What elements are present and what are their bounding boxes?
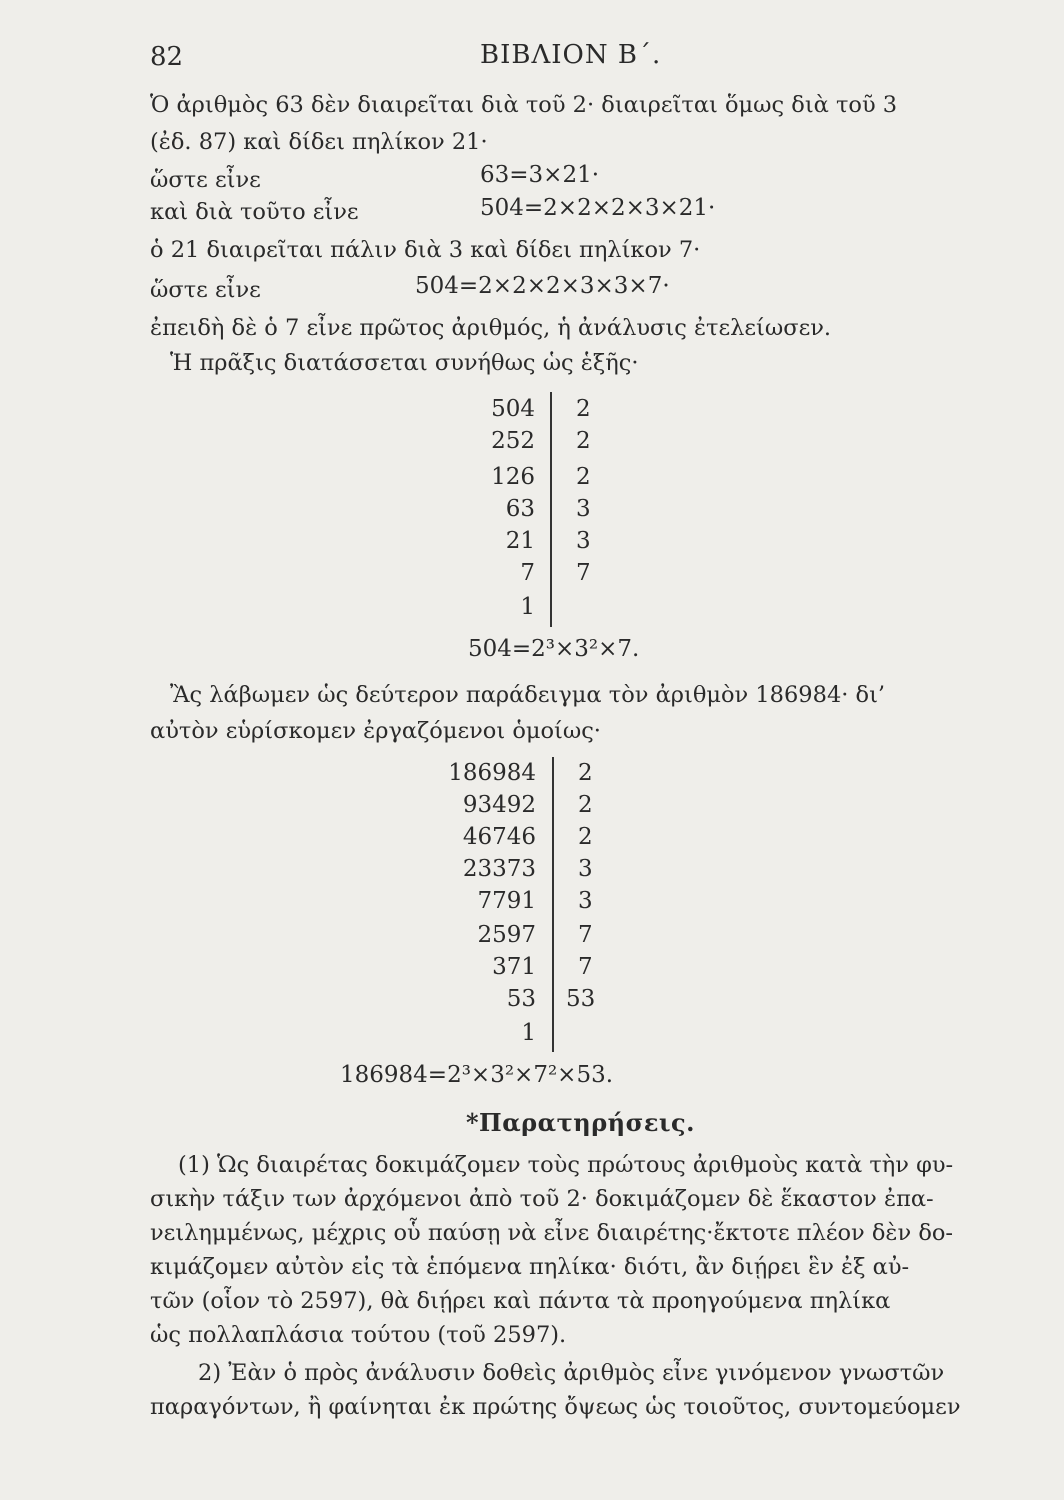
text-line: ἐπειδὴ δὲ ὁ 7 εἶνε πρῶτος ἀριθμός, ἡ ἀνάλυσις ἐτελείωσεν. xyxy=(150,315,832,341)
factor: 3 xyxy=(578,888,593,914)
factor: 2 xyxy=(576,464,591,490)
dividend: 504 xyxy=(491,396,535,422)
dividend: 7791 xyxy=(477,888,536,914)
factor: 7 xyxy=(578,922,593,948)
running-title: ΒΙΒΛΙΟΝ Β΄. xyxy=(480,40,662,70)
text-line: καὶ διὰ τοῦτο εἶνε xyxy=(150,199,359,225)
result-formula: 186984=2³×3²×7²×53. xyxy=(340,1062,614,1088)
text-line: παραγόντων, ἢ φαίνηται ἐκ πρώτης ὄψεως ὡς τοιοῦτος, συντομεύομεν xyxy=(150,1394,961,1420)
dividend: 126 xyxy=(491,464,535,490)
factor: 2 xyxy=(578,760,593,786)
dividend: 2597 xyxy=(477,922,536,948)
section-title: *Παρατηρήσεις. xyxy=(466,1108,695,1137)
text-line: ὡς πολλαπλάσια τούτου (τοῦ 2597). xyxy=(150,1322,567,1348)
factor: 2 xyxy=(576,396,591,422)
factor: 2 xyxy=(578,792,593,818)
text-line: σικὴν τάξιν των ἀρχόμενοι ἀπὸ τοῦ 2· δοκιμάζομεν δὲ ἕκαστον ἐπα- xyxy=(150,1186,934,1212)
dividend: 1 xyxy=(520,594,535,620)
text-line: (ἐδ. 87) καὶ δίδει πηλίκον 21· xyxy=(150,129,488,155)
formula: 504=2×2×2×3×3×7· xyxy=(415,273,670,299)
factor: 7 xyxy=(576,560,591,586)
text-line: νειλημμένως, μέχρις οὗ παύσῃ νὰ εἶνε διαιρέτης·ἔκτοτε πλέον δὲν δο- xyxy=(150,1220,954,1246)
text-line: αὐτὸν εὑρίσκομεν ἐργαζόμενοι ὁμοίως· xyxy=(150,718,601,744)
division-rule xyxy=(550,392,552,627)
text-line: ὥστε εἶνε xyxy=(150,167,261,193)
dividend: 1 xyxy=(521,1020,536,1046)
result-formula: 504=2³×3²×7. xyxy=(468,636,640,662)
factor: 3 xyxy=(578,856,593,882)
dividend: 46746 xyxy=(462,824,536,850)
text-line: (1) Ὡς διαιρέτας δοκιμάζομεν τοὺς πρώτους ἀριθμοὺς κατὰ τὴν φυ- xyxy=(178,1152,954,1178)
text-line: τῶν (οἷον τὸ 2597), θὰ διῄρει καὶ πάντα τὰ προηγούμενα πηλίκα xyxy=(150,1288,891,1314)
dividend: 53 xyxy=(506,986,536,1012)
dividend: 23373 xyxy=(462,856,536,882)
dividend: 186984 xyxy=(448,760,536,786)
text-line: Ἡ πρᾶξις διατάσσεται συνήθως ὡς ἑξῆς· xyxy=(170,350,639,376)
dividend: 7 xyxy=(520,560,535,586)
text-line: ὥστε εἶνε xyxy=(150,277,261,303)
text-line: Ἂς λάβωμεν ὡς δεύτερον παράδειγμα τὸν ἀριθμὸν 186984· δι’ xyxy=(170,682,886,708)
division-rule xyxy=(552,757,554,1052)
dividend: 371 xyxy=(492,954,536,980)
factor: 3 xyxy=(576,496,591,522)
dividend: 63 xyxy=(505,496,535,522)
factor: 2 xyxy=(578,824,593,850)
dividend: 252 xyxy=(491,428,535,454)
factor: 2 xyxy=(576,428,591,454)
factor: 3 xyxy=(576,528,591,554)
text-line: Ὁ ἀριθμὸς 63 δὲν διαιρεῖται διὰ τοῦ 2· διαιρεῖται ὅμως διὰ τοῦ 3 xyxy=(150,92,898,118)
formula: 504=2×2×2×3×21· xyxy=(480,195,716,221)
formula: 63=3×21· xyxy=(480,162,600,188)
dividend: 93492 xyxy=(462,792,536,818)
text-line: ὁ 21 διαιρεῖται πάλιν διὰ 3 καὶ δίδει πηλίκον 7· xyxy=(150,237,701,263)
dividend: 21 xyxy=(505,528,535,554)
factor: 7 xyxy=(578,954,593,980)
text-line: 2) Ἐὰν ὁ πρὸς ἀνάλυσιν δοθεὶς ἀριθμὸς εἶνε γινόμενον γνωστῶν xyxy=(198,1360,945,1386)
factor: 53 xyxy=(566,986,596,1012)
page-number: 82 xyxy=(150,42,184,72)
text-line: κιμάζομεν αὐτὸν εἰς τὰ ἑπόμενα πηλίκα· διότι, ἂν διῄρει ἓν ἐξ αὐ- xyxy=(150,1254,910,1280)
